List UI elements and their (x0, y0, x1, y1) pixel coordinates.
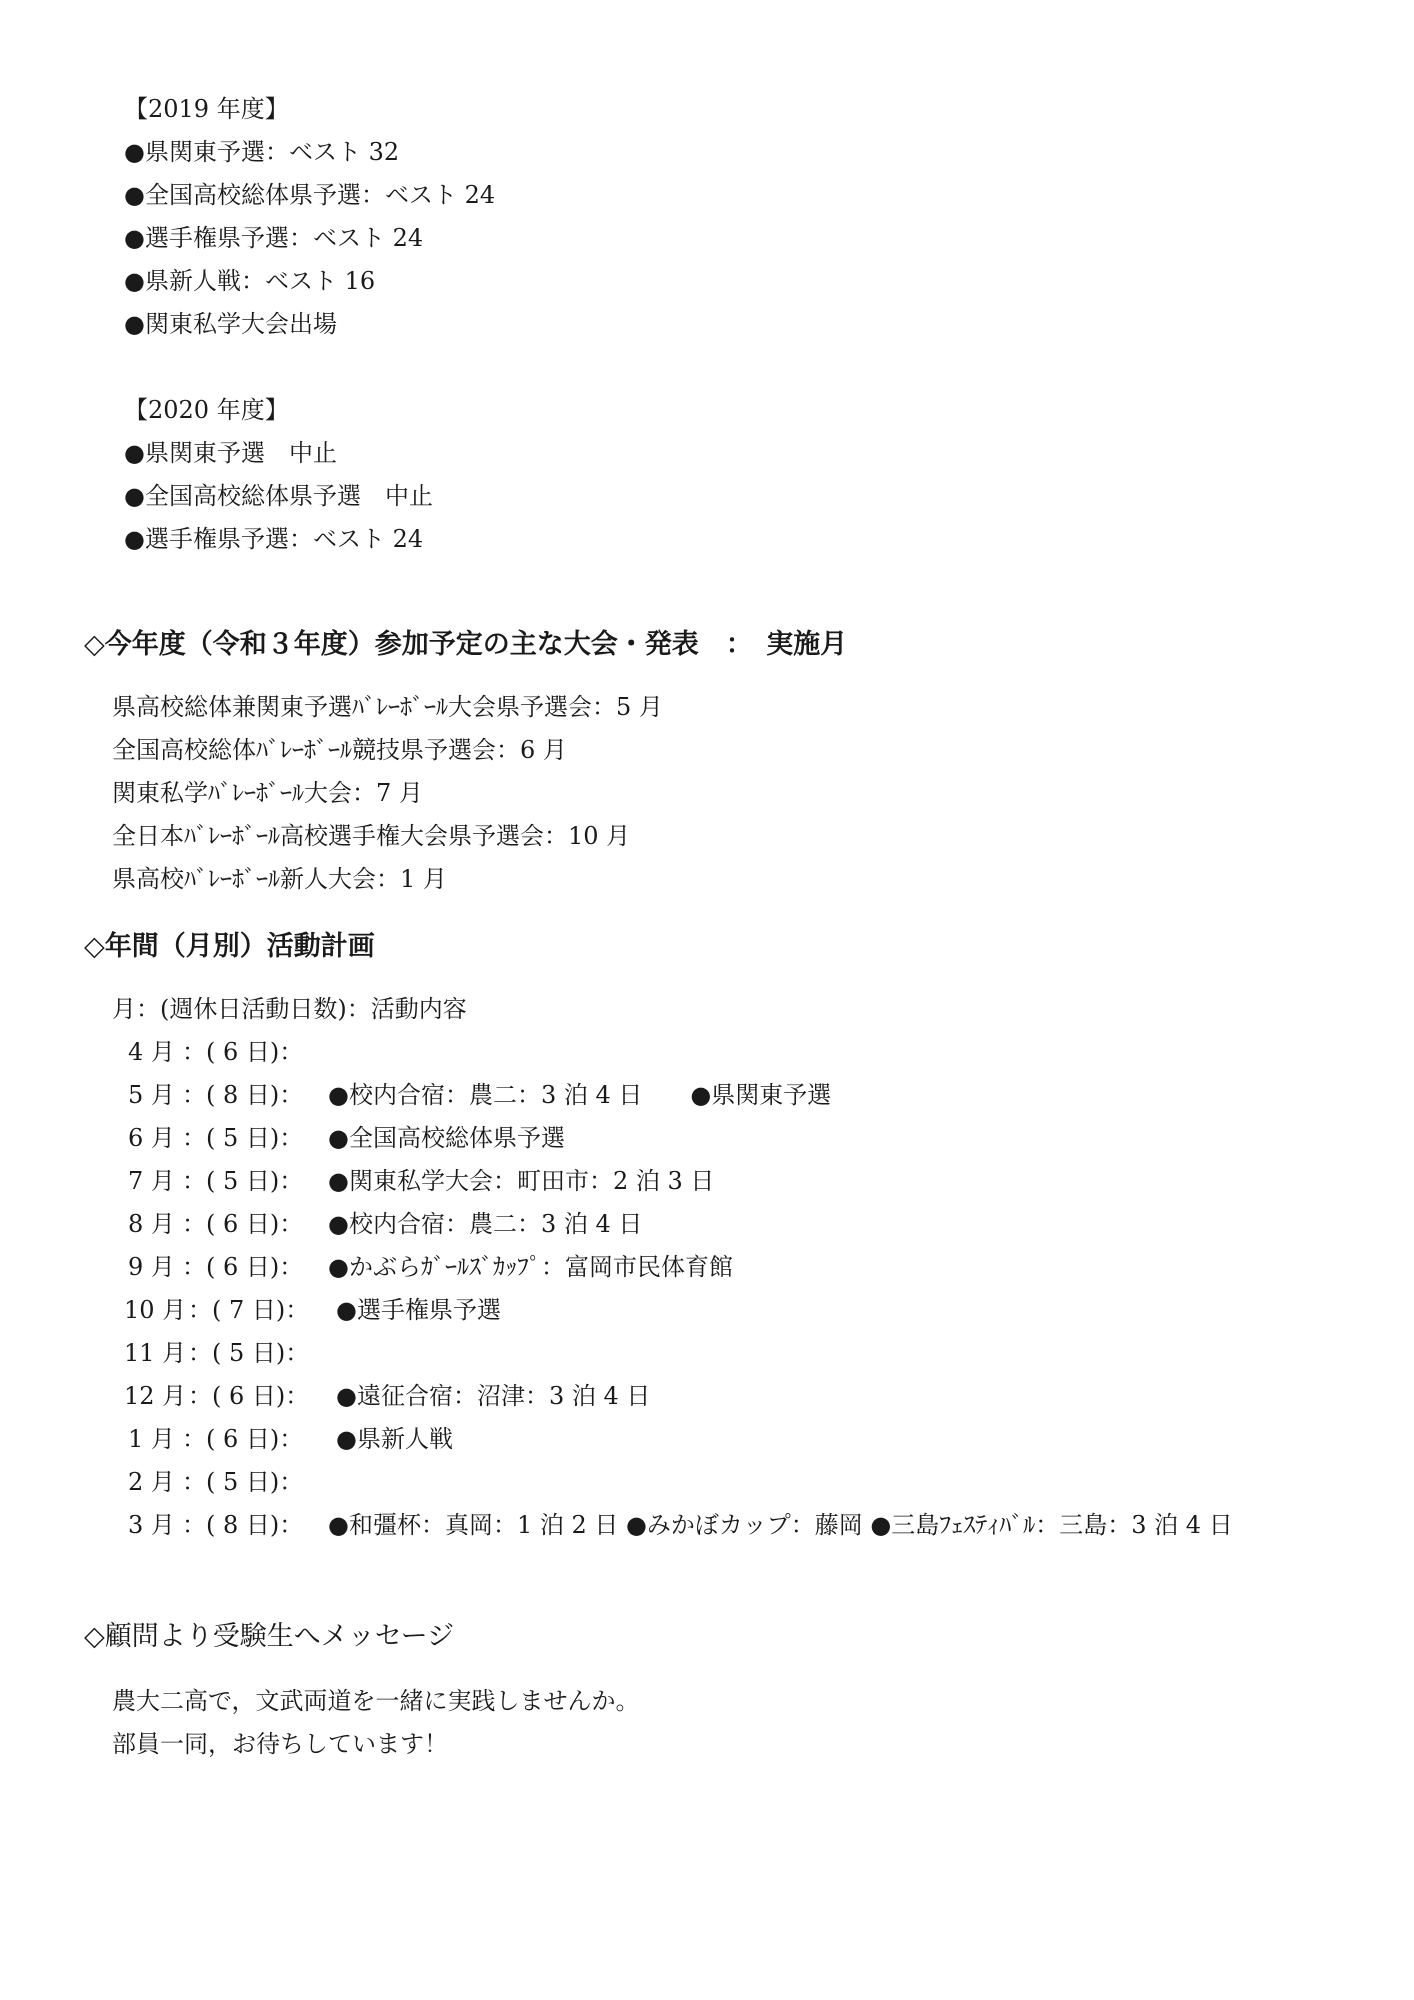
plan-month: 8 月 (128, 1210, 175, 1238)
plan-days: ：( 8 日)： (182, 1081, 304, 1109)
record-2019-item: ●選手権県予選：ベスト 24 (124, 224, 424, 252)
plan-month: 12 月 (124, 1382, 187, 1410)
plan-month: 11 月 (124, 1339, 187, 1367)
plan-activities: ●選手権県予選 (336, 1296, 501, 1324)
plan-days: ：( 6 日)： (188, 1382, 310, 1410)
plan-month: 1 月 (128, 1425, 175, 1453)
plan-days: ：( 5 日)： (188, 1339, 310, 1367)
message-heading: ◇顧問より受験生へメッセージ (84, 1621, 455, 1652)
plan-month: 6 月 (128, 1124, 175, 1152)
plan-month: 10 月 (124, 1296, 187, 1324)
record-2020-heading: 【2020 年度】 (124, 396, 289, 424)
plan-month: 4 月 (128, 1038, 175, 1066)
plan-activities: ●県新人戦 (336, 1425, 453, 1453)
plan-activities: ●校内合宿：農二：3 泊 4 日 ●県関東予選 (328, 1081, 832, 1109)
plan-activities: ●かぶらｶﾞｰﾙｽﾞｶｯﾌﾟ：富岡市民体育館 (328, 1253, 733, 1281)
plan-month: 9 月 (128, 1253, 175, 1281)
plan-month: 5 月 (128, 1081, 175, 1109)
plan-days: ：( 8 日)： (182, 1511, 304, 1539)
message-line: 部員一同，お待ちしています！ (112, 1730, 448, 1758)
tournament-item: 関東私学ﾊﾞﾚｰﾎﾞｰﾙ大会：7 月 (112, 779, 423, 807)
plan-days: ：( 6 日)： (182, 1210, 304, 1238)
tournament-item: 全国高校総体ﾊﾞﾚｰﾎﾞｰﾙ競技県予選会：6 月 (112, 736, 567, 764)
plan-month: 7 月 (128, 1167, 175, 1195)
tournament-item: 全日本ﾊﾞﾚｰﾎﾞｰﾙ高校選手権大会県予選会：10 月 (112, 822, 631, 850)
plan-column-header: 月：(週休日活動日数)：活動内容 (112, 995, 467, 1023)
record-2019-item: ●関東私学大会出場 (124, 310, 337, 338)
plan-activities: ●遠征合宿：沼津：3 泊 4 日 (336, 1382, 651, 1410)
plan-days: ：( 7 日)： (188, 1296, 310, 1324)
plan-days: ：( 6 日)： (182, 1425, 304, 1453)
plan-days: ：( 6 日)： (182, 1038, 304, 1066)
plan-activities: ●関東私学大会：町田市：2 泊 3 日 (328, 1167, 715, 1195)
plan-month: 2 月 (128, 1468, 175, 1496)
plan-heading: ◇年間（月別）活動計画 (84, 931, 375, 962)
plan-days: ：( 5 日)： (182, 1468, 304, 1496)
record-2020-item: ●全国高校総体県予選 中止 (124, 482, 433, 510)
plan-days: ：( 6 日)： (182, 1253, 304, 1281)
plan-days: ：( 5 日)： (182, 1167, 304, 1195)
record-2019-item: ●県新人戦：ベスト 16 (124, 267, 376, 295)
tournament-item: 県高校ﾊﾞﾚｰﾎﾞｰﾙ新人大会：1 月 (112, 865, 447, 893)
record-2019-item: ●県関東予選：ベスト 32 (124, 138, 400, 166)
tournament-item: 県高校総体兼関東予選ﾊﾞﾚｰﾎﾞｰﾙ大会県予選会：5 月 (112, 693, 663, 721)
tournaments-heading: ◇今年度（令和３年度）参加予定の主な大会・発表 ： 実施月 (84, 629, 848, 660)
plan-activities: ●和彊杯：真岡：1 泊 2 日 ●みかぼカップ：藤岡 ●三島ﾌｪｽﾃｨﾊﾞﾙ：三島：3 泊 4 日 (328, 1511, 1233, 1539)
record-2020-item: ●県関東予選 中止 (124, 439, 337, 467)
plan-month: 3 月 (128, 1511, 175, 1539)
record-2019-item: ●全国高校総体県予選：ベスト 24 (124, 181, 496, 209)
record-2019-heading: 【2019 年度】 (124, 95, 289, 123)
plan-days: ：( 5 日)： (182, 1124, 304, 1152)
plan-activities: ●全国高校総体県予選 (328, 1124, 565, 1152)
plan-activities: ●校内合宿：農二：3 泊 4 日 (328, 1210, 643, 1238)
record-2020-item: ●選手権県予選：ベスト 24 (124, 525, 424, 553)
message-line: 農大二高で，文武両道を一緒に実践しませんか。 (112, 1687, 640, 1715)
